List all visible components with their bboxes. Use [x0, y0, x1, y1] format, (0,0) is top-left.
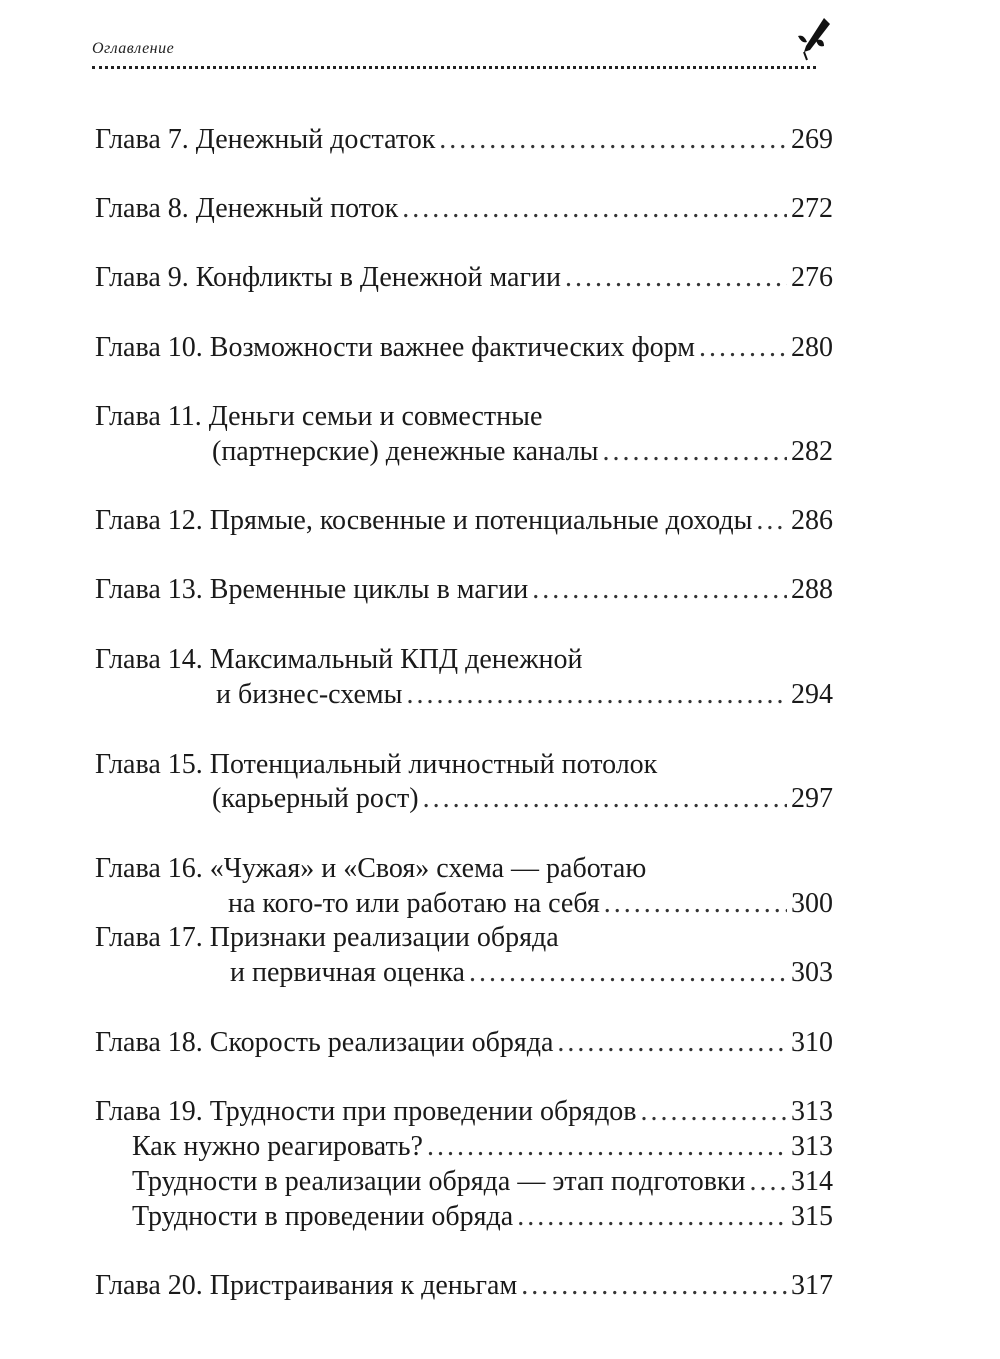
- toc-entry-chapter-15[interactable]: Глава 15. Потенциальный личностный потолок: [95, 749, 658, 780]
- dotted-rule: [92, 66, 816, 69]
- toc-entry-chapter-12[interactable]: Глава 12. Прямые, косвенные и потенциальные доходы ..... 286: [95, 503, 833, 539]
- toc-subentry[interactable]: Трудности в реализации обряда — этап подготовки ..... 314: [132, 1164, 833, 1200]
- toc-entry-chapter-18[interactable]: Глава 18. Скорость реализации обряда ..... 310: [95, 1025, 833, 1061]
- pen-icon: [794, 16, 834, 68]
- toc-entry-chapter-14-cont[interactable]: и бизнес-схемы ..... 294: [216, 677, 833, 713]
- toc-entry-chapter-9[interactable]: Глава 9. Конфликты в Денежной магии ..... 276: [95, 260, 833, 296]
- toc-entry-chapter-20[interactable]: Глава 20. Пристраивания к деньгам ..... 317: [95, 1268, 833, 1304]
- toc-entry-chapter-13[interactable]: Глава 13. Временные циклы в магии ..... 288: [95, 572, 833, 608]
- toc-entry-chapter-10[interactable]: Глава 10. Возможности важнее фактических форм ..... 280: [95, 330, 833, 366]
- toc-entry-chapter-16[interactable]: Глава 16. «Чужая» и «Своя» схема — работаю: [95, 853, 647, 884]
- toc-subentry[interactable]: Как нужно реагировать? ..... 313: [132, 1129, 833, 1165]
- toc-entry-chapter-11-cont[interactable]: (партнерские) денежные каналы ..... 282: [212, 434, 833, 470]
- toc-entry-chapter-19[interactable]: Глава 19. Трудности при проведении обрядов ..... 313: [95, 1094, 833, 1130]
- toc-entry-chapter-8[interactable]: Глава 8. Денежный поток ..... 272: [95, 191, 833, 227]
- toc-entry-chapter-7[interactable]: Глава 7. Денежный достаток ..... 269: [95, 122, 833, 158]
- toc-subentry[interactable]: Трудности в проведении обряда ..... 315: [132, 1199, 833, 1235]
- toc-entry-chapter-17[interactable]: Глава 17. Признаки реализации обряда: [95, 922, 559, 953]
- toc-entry-chapter-16-cont[interactable]: на кого-то или работаю на себя ..... 300: [228, 886, 833, 922]
- running-head: Оглавление: [92, 40, 175, 57]
- toc-entry-chapter-15-cont[interactable]: (карьерный рост) ..... 297: [212, 781, 833, 817]
- page-header: [92, 36, 820, 76]
- toc-entry-chapter-17-cont[interactable]: и первичная оценка ..... 303: [230, 955, 833, 991]
- toc-entry-chapter-14[interactable]: Глава 14. Максимальный КПД денежной: [95, 644, 583, 675]
- toc-entry-chapter-11[interactable]: Глава 11. Деньги семьи и совместные: [95, 401, 543, 432]
